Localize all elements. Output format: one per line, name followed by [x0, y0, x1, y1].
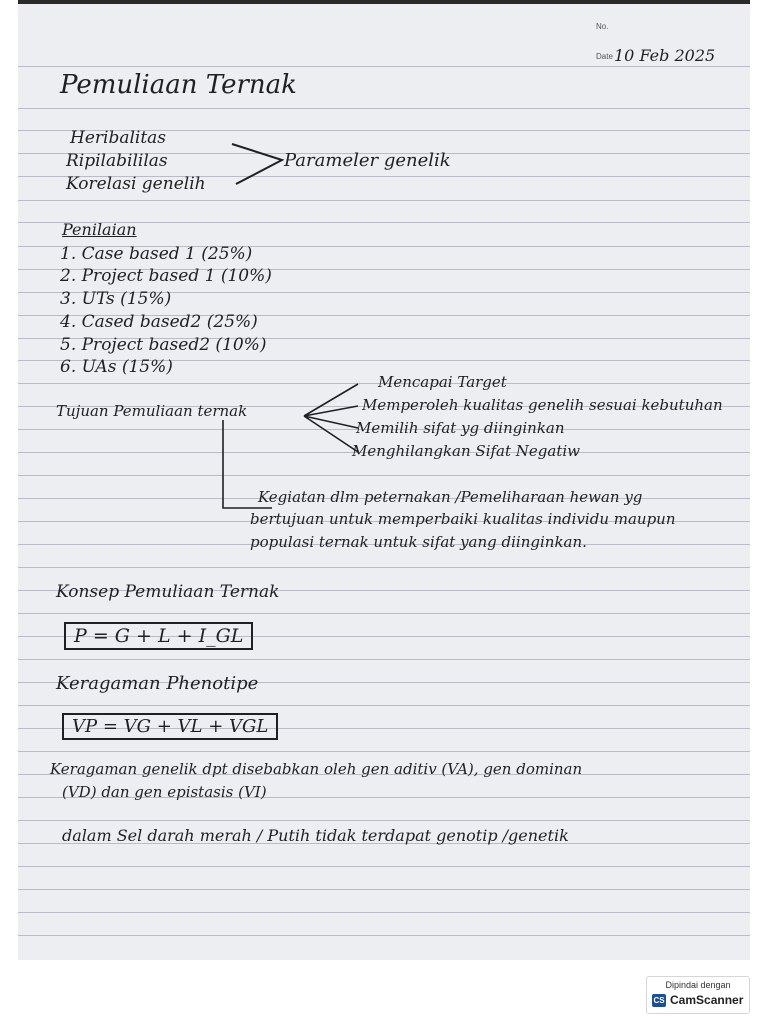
watermark-brand: CamScanner	[670, 993, 744, 1007]
penilaian-item: 5. Project based2 (10%)	[60, 335, 267, 355]
tujuan-definition-line: bertujuan untuk memperbaiki kualitas individu maupun	[250, 510, 676, 528]
no-label: No.	[596, 22, 609, 31]
tujuan-branch: Memilih sifat yg diinginkan	[356, 419, 565, 437]
penilaian-item: 4. Cased based2 (25%)	[60, 312, 258, 332]
parameter-arrow	[228, 140, 288, 186]
parameter-item: Heribalitas	[70, 128, 167, 148]
penilaian-item: 6. UAs (15%)	[60, 357, 173, 377]
penilaian-heading: Penilaian	[62, 220, 137, 239]
keragaman-genetik-line: (VD) dan gen epistasis (VI)	[62, 783, 267, 801]
keragaman-genetik-line: Keragaman genelik dpt disebabkan oleh gen aditiv (VA), gen dominan	[50, 760, 583, 778]
tujuan-definition-line: populasi ternak untuk sifat yang diinginkan.	[250, 533, 587, 551]
penilaian-item: 3. UTs (15%)	[60, 289, 172, 309]
parameter-item: Korelasi genelih	[66, 174, 206, 194]
date-label: Date	[596, 52, 613, 61]
closing-note: dalam Sel darah merah / Putih tidak terdapat genotip /genetik	[62, 826, 569, 845]
penilaian-item: 2. Project based 1 (10%)	[60, 266, 272, 286]
tujuan-branch: Mencapai Target	[378, 373, 507, 391]
scanner-watermark	[646, 976, 750, 1014]
tujuan-branch: Memperoleh kualitas genelih sesuai kebutuhan	[362, 396, 723, 414]
tujuan-label: Tujuan Pemuliaan ternak	[56, 402, 248, 420]
date-value: 10 Feb 2025	[614, 46, 716, 65]
camscanner-logo-icon: CS	[653, 996, 665, 1005]
parameter-item: Ripilabililas	[66, 151, 168, 171]
penilaian-item: 1. Case based 1 (25%)	[60, 244, 253, 264]
keragaman-fenotipe-heading: Keragaman Phenotipe	[56, 673, 259, 694]
tujuan-branch: Menghilangkan Sifat Negatiw	[352, 442, 580, 460]
page-title: Pemuliaan Ternak	[60, 70, 297, 100]
tujuan-definition-line: Kegiatan dlm peternakan /Pemeliharaan hewan yg	[258, 488, 643, 506]
konsep-formula: P = G + L + I_GL	[64, 622, 253, 650]
watermark-caption: Dipindai dengan	[665, 980, 731, 990]
konsep-heading: Konsep Pemuliaan Ternak	[56, 582, 280, 602]
keragaman-fenotipe-formula: VP = VG + VL + VGL	[62, 713, 278, 740]
parameter-target: Parameler genelik	[284, 150, 451, 171]
